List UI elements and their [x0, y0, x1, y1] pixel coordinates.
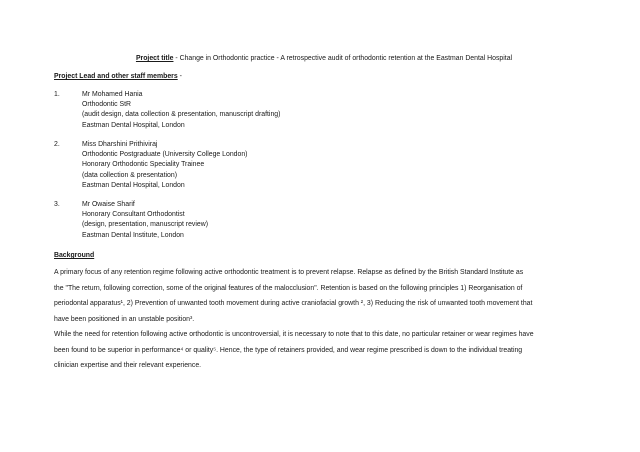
staff-member-number: 1. [54, 91, 60, 98]
staff-member-duties: (design, presentation, manuscript review) [82, 221, 209, 229]
background-paragraph-1 [54, 269, 594, 331]
paragraph-line: While the need for retention following active orthodontic is uncontroversial, it is necessary to note that to this date, no particular retainer or wear regimes have [54, 331, 534, 338]
staff-member-number: 2. [54, 141, 60, 148]
staff-member-role: Orthodontic Postgraduate (University College London) [82, 151, 248, 159]
paragraph-line: the "The return, following correction, some of the original features of the malocclusion". Retention is based on the following principles 1) Reorganisation of [54, 284, 523, 292]
project-lead-heading [54, 73, 182, 82]
project-title [54, 55, 594, 64]
paragraph-line: been found to be superior in performance⁴ or quality⁵. Hence, the type of retainers provided, and wear regime prescribed is down to the individual treating [54, 346, 523, 354]
staff-member-name: Miss Dharshini Prithiviraj [82, 141, 158, 148]
paragraph-line: have been positioned in an unstable position³. [54, 315, 195, 323]
staff-member-role: Honorary Consultant Orthodontist [82, 211, 185, 219]
staff-member-number: 3. [54, 201, 60, 208]
staff-member-name: Mr Mohamed Hania [82, 91, 143, 98]
background-heading: Background [54, 252, 95, 259]
project-lead-label: Project Lead and other staff members [54, 73, 178, 80]
project-lead-suffix: - [177, 73, 182, 80]
background-paragraph-2 [54, 331, 594, 378]
staff-member-name: Mr Owaise Sharif [82, 201, 135, 208]
staff-member-duties: (data collection & presentation) [82, 171, 177, 179]
staff-member-role: Orthodontic StR [82, 101, 132, 109]
staff-member-duties: (audit design, data collection & presentation, manuscript drafting) [82, 111, 281, 119]
paragraph-line: periodontal apparatus¹, 2) Prevention of unwanted tooth movement during active craniofacial growth ², 3) Reducing the risk of unwanted tooth movement that [54, 300, 533, 307]
paragraph-line: A primary focus of any retention regime following active orthodontic treatment is to prevent relapse. Relapse as defined by the British Standard Institute as [54, 269, 524, 276]
project-title-label: Project title [135, 55, 174, 62]
staff-member-institution: Eastman Dental Hospital, London [82, 181, 185, 189]
staff-member-institution: Eastman Dental Institute, London [82, 231, 184, 239]
project-title-text: - Change in Orthodontic practice - A retrospective audit of orthodontic retention at the Eastman Dental Hospital [173, 55, 513, 62]
paragraph-line: clinician expertise and their relevant experience. [54, 362, 202, 369]
staff-member-institution: Eastman Dental Hospital, London [82, 121, 185, 129]
staff-member-role-secondary: Honorary Orthodontic Speciality Trainee [82, 161, 205, 169]
